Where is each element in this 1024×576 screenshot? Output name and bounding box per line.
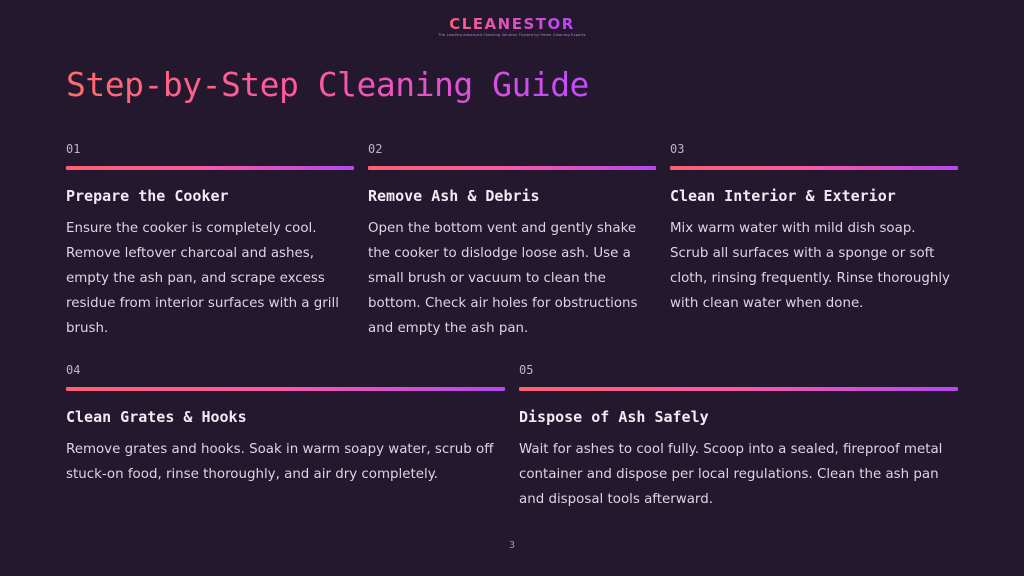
step-card-5: [519, 363, 958, 512]
brand-name: CLEANESTOR: [449, 15, 575, 33]
step-divider: [368, 166, 656, 170]
page-number: 3: [508, 540, 516, 551]
step-description: Remove grates and hooks. Soak in warm soapy water, scrub off stuck-on food, rinse thoroughly, and air dry completely.: [66, 442, 494, 482]
step-number: 05: [519, 363, 534, 377]
step-divider: [66, 387, 505, 391]
step-number: 04: [66, 363, 81, 377]
step-number: 02: [368, 142, 383, 156]
brand-logo: [0, 14, 1024, 38]
step-description: Wait for ashes to cool fully. Scoop into a sealed, fireproof metal container and dispose per local regulations. Clean the ash pan and disposal tools afterward.: [519, 442, 943, 507]
step-card-2: [368, 142, 656, 341]
step-title: Prepare the Cooker: [66, 187, 229, 205]
step-card-3: [670, 142, 958, 316]
step-description: Ensure the cooker is completely cool. Remove leftover charcoal and ashes, empty the ash pan, and scrape excess residue from interior surfaces with a grill brush.: [66, 221, 339, 336]
step-number: 01: [66, 142, 81, 156]
step-divider: [519, 387, 958, 391]
step-card-4: [66, 363, 505, 487]
step-description: Mix warm water with mild dish soap. Scrub all surfaces with a sponge or soft cloth, rinsing frequently. Rinse thoroughly with clean water when done.: [670, 221, 950, 311]
step-divider: [670, 166, 958, 170]
step-title: Remove Ash & Debris: [368, 187, 540, 205]
step-divider: [66, 166, 354, 170]
step-card-1: [66, 142, 354, 341]
step-description: Open the bottom vent and gently shake the cooker to dislodge loose ash. Use a small brush or vacuum to clean the bottom. Check air holes for obstructions and empty the ash pan.: [368, 221, 638, 336]
page-title: Step-by-Step Cleaning Guide: [66, 62, 589, 108]
step-number: 03: [670, 142, 685, 156]
step-title: Clean Grates & Hooks: [66, 408, 247, 426]
brand-tagline: The Leading Advanced Cleaning Solution Trusted by Home Cleaning Experts: [438, 33, 586, 37]
step-title: Dispose of Ash Safely: [519, 408, 709, 426]
step-title: Clean Interior & Exterior: [670, 187, 896, 205]
